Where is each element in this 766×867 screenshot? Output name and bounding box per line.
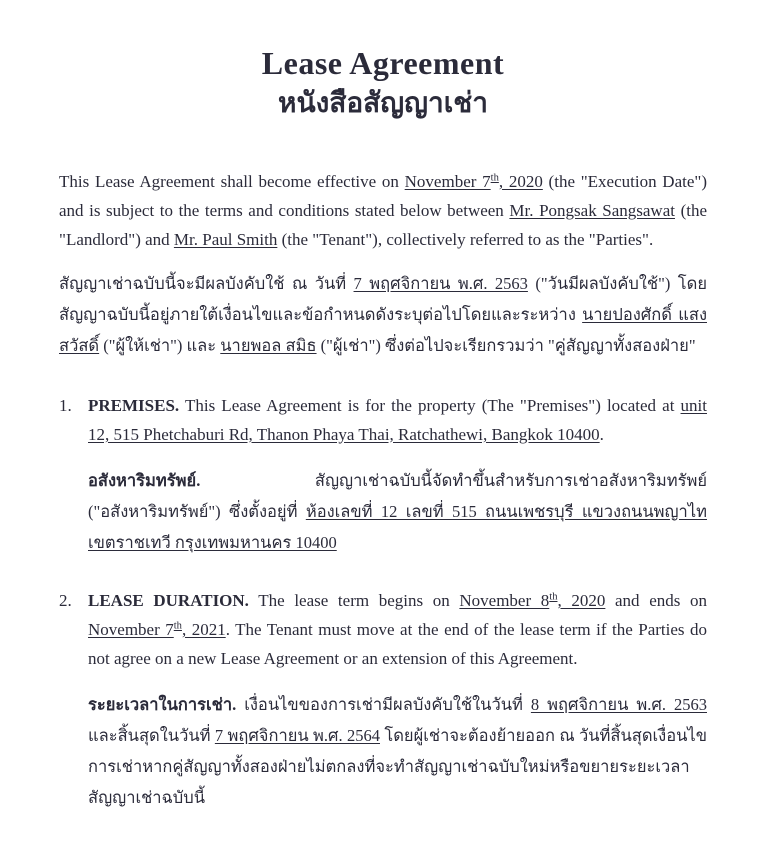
section-body: [88, 391, 707, 558]
section-lease-duration: [59, 586, 707, 813]
premises-paragraph-english: PREMISES. This Lease Agreement is for the property (The "Premises") located at unit 12, 515 Phetchaburi Rd, Thanon Phaya Thai, Ratchathewi, Bangkok 10400.: [88, 395, 707, 444]
section-premises: [59, 391, 707, 558]
document-title-thai: หนังสือสัญญาเช่า: [278, 88, 488, 120]
lease-duration-paragraph-thai: ระยะเวลาในการเช่า. เงื่อนไขของการเช่ามีผลบังคับใช้ในวันที่ 8 พฤศจิกายน พ.ศ. 2563 และสิ้นสุดในวันที่ 7 พฤศจิกายน พ.ศ. 2564 โดยผู้เช่าจะต้องย้ายออก ณ วันที่สิ้นสุดเงื่อนไขการเช่าหากคู่สัญญาทั้งสองฝ่ายไม่ตกลงที่จะทำสัญญาเช่าฉบับใหม่หรือขยายระยะเวลาสัญญาเช่าฉบับนี้: [88, 694, 708, 807]
intro-paragraph-english: This Lease Agreement shall become effective on November 7th, 2020 (the "Execution Date") and is subject to the terms and conditions stated below between Mr. Pongsak Sangsawat (the "Landlord") and Mr. Paul Smith (the "Tenant"), collectively referred to as the "Parties".: [59, 171, 707, 249]
section-number: 2.: [59, 590, 72, 610]
intro-paragraph-thai: สัญญาเช่าฉบับนี้จะมีผลบังคับใช้ ณ วันที่ 7 พฤศจิกายน พ.ศ. 2563 ("วันมีผลบังคับใช้") โดยสัญญาฉบับนี้อยู่ภายใต้เงื่อนไขและข้อกำหนดดังระบุต่อไปโดยและระหว่าง นายปองศักดิ์ แสงสวัสดิ์ ("ผู้ให้เช่า") และ นายพอล สมิธ ("ผู้เช่า") ซึ่งต่อไปจะเรียกรวมว่า "คู่สัญญาทั้งสองฝ่าย": [59, 273, 707, 355]
lease-duration-paragraph-english: LEASE DURATION. The lease term begins on November 8th, 2020 and ends on November 7th, 2021. The Tenant must move at the end of the lease term if the Parties do not agree on a new Lease Agreement or an extension of this Agreement.: [88, 590, 708, 668]
document-title-english: Lease Agreement: [261, 45, 505, 81]
section-body: [88, 586, 707, 813]
section-number: 1.: [59, 395, 72, 415]
premises-paragraph-thai: อสังหาริมทรัพย์. สัญญาเช่าฉบับนี้จัดทำขึ้นสำหรับการเช่าอสังหาริมทรัพย์ ("อสังหาริมทรัพย์") ซึ่งตั้งอยู่ที่ ห้องเลขที่ 12 เลขที่ 515 ถนนเพชรบุรี แขวงถนนพญาไท เขตราชเทวี กรุงเทพมหานคร 10400: [88, 470, 707, 552]
